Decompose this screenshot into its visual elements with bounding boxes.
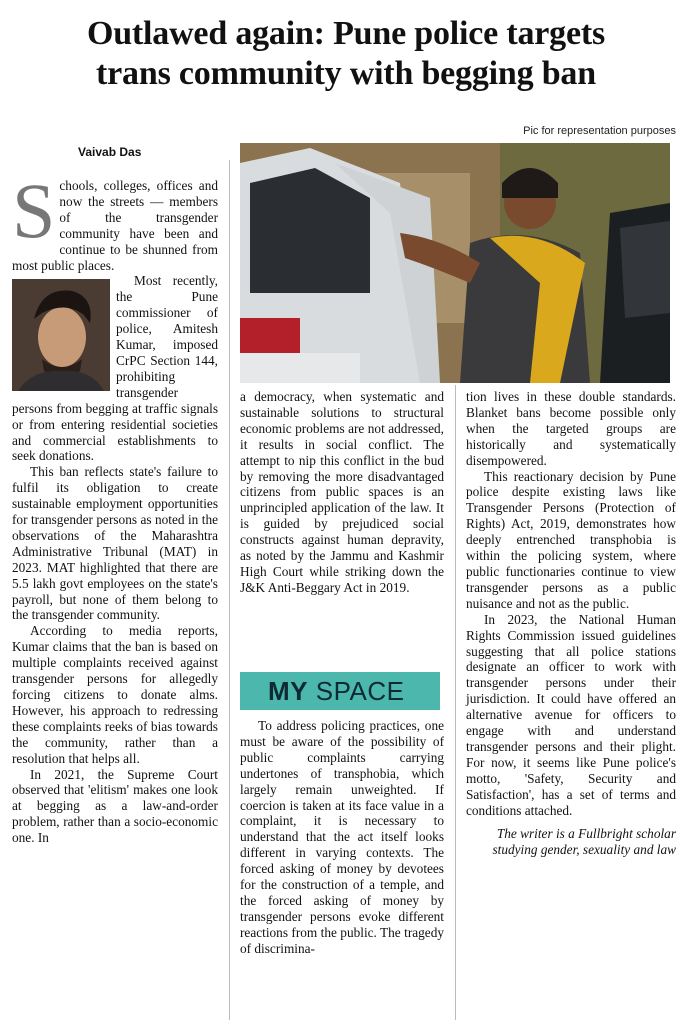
drop-cap: S — [12, 167, 56, 254]
byline: Vaivab Das — [78, 145, 142, 159]
author-endnote: The writer is a Fullbright scholar studying gender, sexuality and law — [492, 826, 676, 858]
article-paragraph: In 2021, the Supreme Court observed that 'elitism' makes one look at begging as a law-and-order problem, rather than a socio-economic one. In — [12, 766, 218, 846]
article-paragraph: According to media reports, Kumar claims that the ban is based on multiple complaints received against transgender persons for allegedly forcing citizens to donate alms. However, his approach to redressing these complaints reeks of bias towards the community, rather than a resolution that helps all. — [12, 623, 218, 766]
article-paragraph: This ban reflects state's failure to fulfil its obligation to create sustainable employment opportunities for transgender persons as noted in the observations of the Maharashtra Administrative Tribunal (MAT) in 2023. MAT highlighted that there are 5.5 lakh govt employees on the state's payroll, but none of them belong to the transgender community. — [12, 464, 218, 623]
article-column-2a — [240, 389, 444, 596]
article-column-3 — [466, 389, 676, 858]
photo-illustration — [240, 143, 670, 383]
article-paragraph: tion lives in these double standards. Blanket bans become possible only when the targeted groups are historically and systematically disempowered. — [466, 389, 676, 468]
column-rule — [229, 160, 230, 1020]
article-paragraph: a democracy, when systematic and sustainable solutions to structural economic problems are not addressed, it results in social conflict. The attempt to nip this conflict in the bud by removing the more disadvantaged citizens from public spaces is an unprincipled application of the law. It is guided by prejudiced social constructs against human depravity, as noted by the Jammu and Kashmir High Court while striking down the J&K Anti-Beggary Act in 2019. — [240, 389, 444, 595]
headline-line-1: Outlawed again: Pune police targets — [86, 15, 606, 52]
article-paragraph: In 2023, the National Human Rights Commission issued guidelines suggesting that all police stations designate an officer to work with transgender persons under their jurisdiction. It could have offered an alternative avenue for officers to engage with and understand transgender persons and their plight. For now, it seems like Pune police's motto, 'Safety, Security and Satisfaction', has a set of terms and conditions attached. — [466, 611, 676, 818]
headline — [0, 14, 692, 94]
article-paragraph: Most recently, the Pune commissioner of police, Amitesh Kumar, imposed CrPC Section 144, prohibiting transgender persons from begging at traffic signals or from entering residential societies and commercial establishments to seek donations. — [12, 273, 218, 464]
article-paragraph: To address policing practices, one must be aware of the possibility of public complaints carrying undertones of transphobia, which largely remain unweighted. If coercion is taken at its face value in a complaint, it is necessary to understand that the act itself looks different in varying contexts. The forced asking of money by devotees for the construction of a temple, and the forced asking of money by transgender persons evoke different reactions from the public. The tragedy of discrimina- — [240, 718, 444, 956]
column-section-label — [240, 672, 440, 710]
column-rule — [455, 385, 456, 1020]
author-photo — [12, 279, 110, 391]
section-label-rest: SPACE — [308, 676, 405, 706]
section-label-bold: MY — [268, 676, 308, 706]
headline-line-2: trans community with begging ban — [96, 55, 596, 92]
article-column-1 — [12, 167, 218, 846]
article-column-2b — [240, 718, 444, 957]
article-paragraph: This reactionary decision by Pune police despite existing laws like Transgender Persons (Protection of Rights) Act, 2019, demonstrates how deeply entrenched transphobia is within the policing system, where public functionaries continue to view transgender persons as a public nuisance and not as the public. — [466, 468, 676, 611]
article-photo — [240, 143, 670, 383]
article-intro: chools, colleges, offices and now the streets — members of the transgender community have been and continue to be shunned from most public places. — [12, 178, 218, 273]
photo-caption: Pic for representation purposes — [523, 125, 676, 137]
author-portrait — [12, 279, 110, 391]
